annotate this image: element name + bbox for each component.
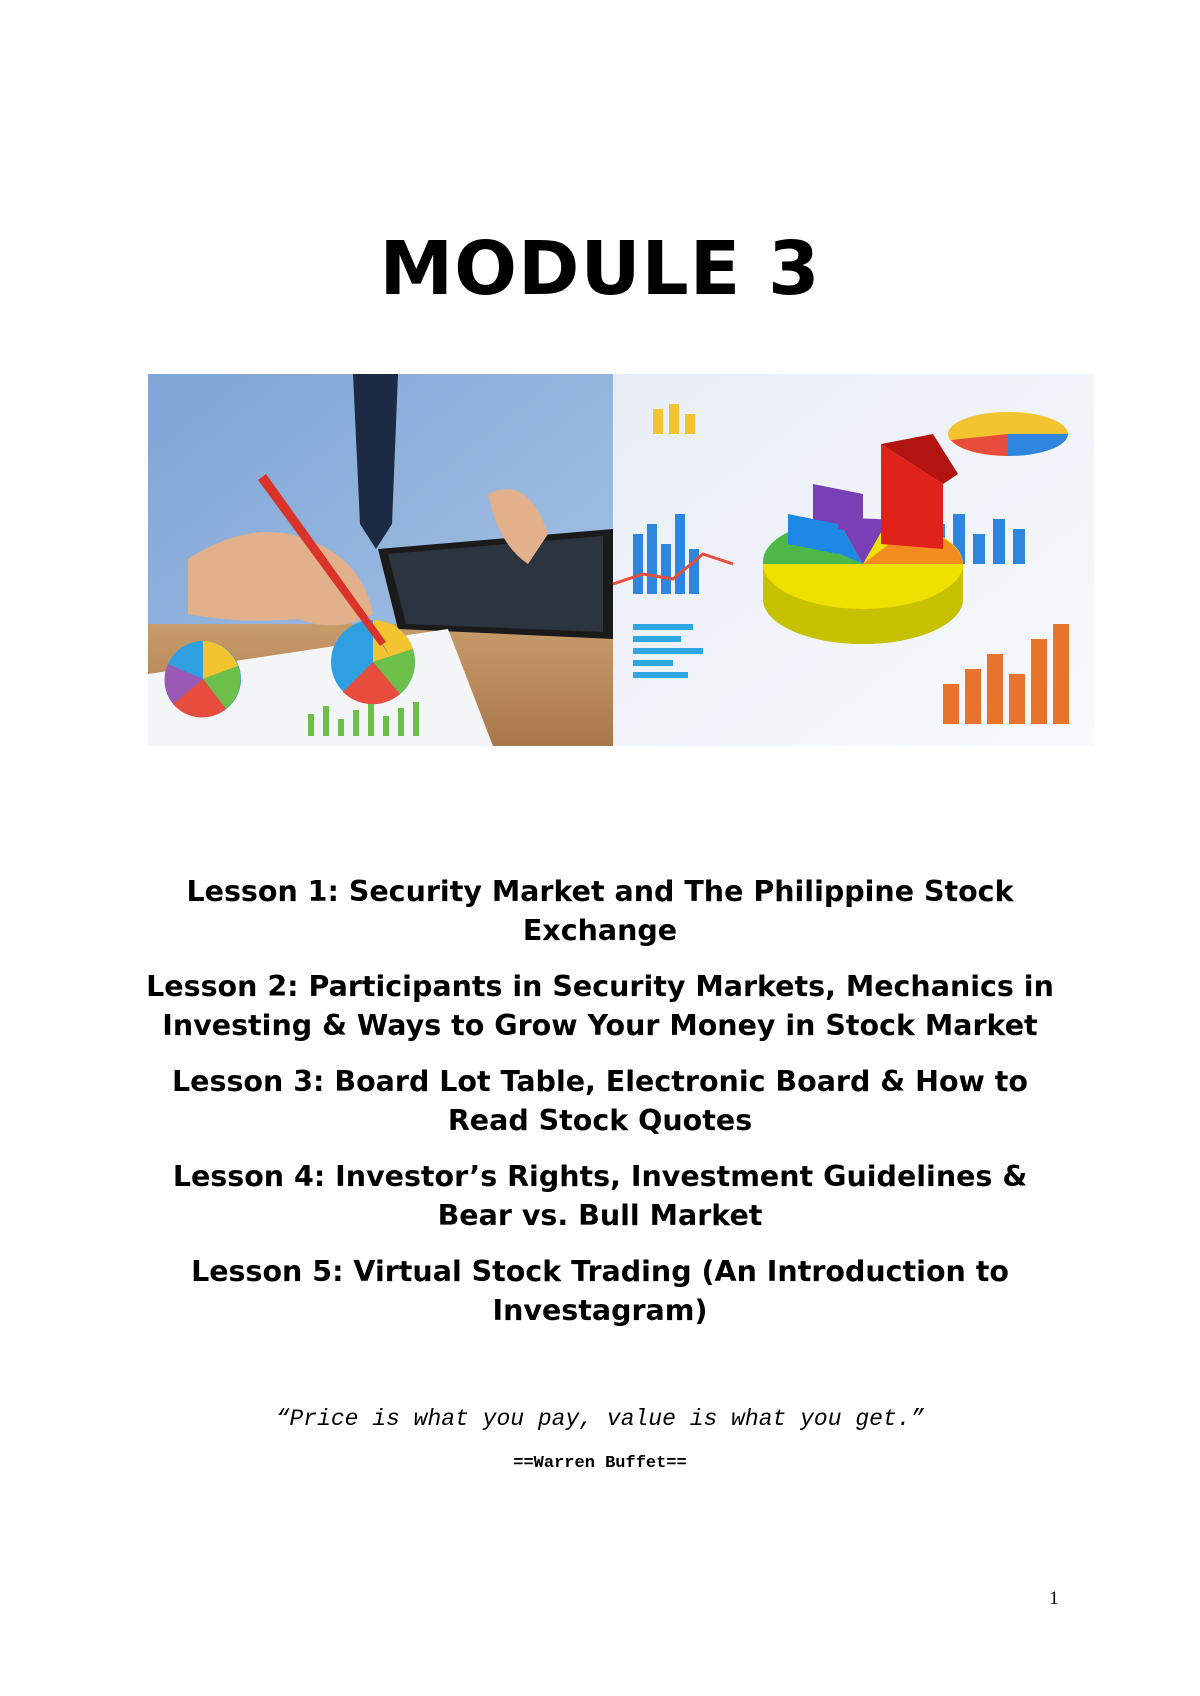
business-hand-photo <box>148 374 613 746</box>
page-number: 1 <box>1049 1588 1059 1609</box>
hero-image <box>148 374 1094 746</box>
lesson-item: Lesson 2: Participants in Security Markets, Mechanics in Investing & Ways to Grow Your Money in Stock Market <box>146 970 1054 1042</box>
lesson-item: Lesson 3: Board Lot Table, Electronic Board & How to Read Stock Quotes <box>172 1065 1028 1137</box>
lesson-item: Lesson 4: Investor’s Rights, Investment Guidelines & Bear vs. Bull Market <box>172 1160 1028 1232</box>
quote-author: ==Warren Buffet== <box>513 1454 687 1473</box>
pie-chart-photo <box>613 374 1094 746</box>
lesson-item: Lesson 1: Security Market and The Philippine Stock Exchange <box>186 875 1014 947</box>
quote: “Price is what you pay, value is what you get.” <box>275 1406 925 1432</box>
lesson-list <box>140 872 1060 1347</box>
lesson-item: Lesson 5: Virtual Stock Trading (An Introduction to Investagram) <box>191 1255 1009 1327</box>
module-title: MODULE 3 <box>379 226 821 312</box>
